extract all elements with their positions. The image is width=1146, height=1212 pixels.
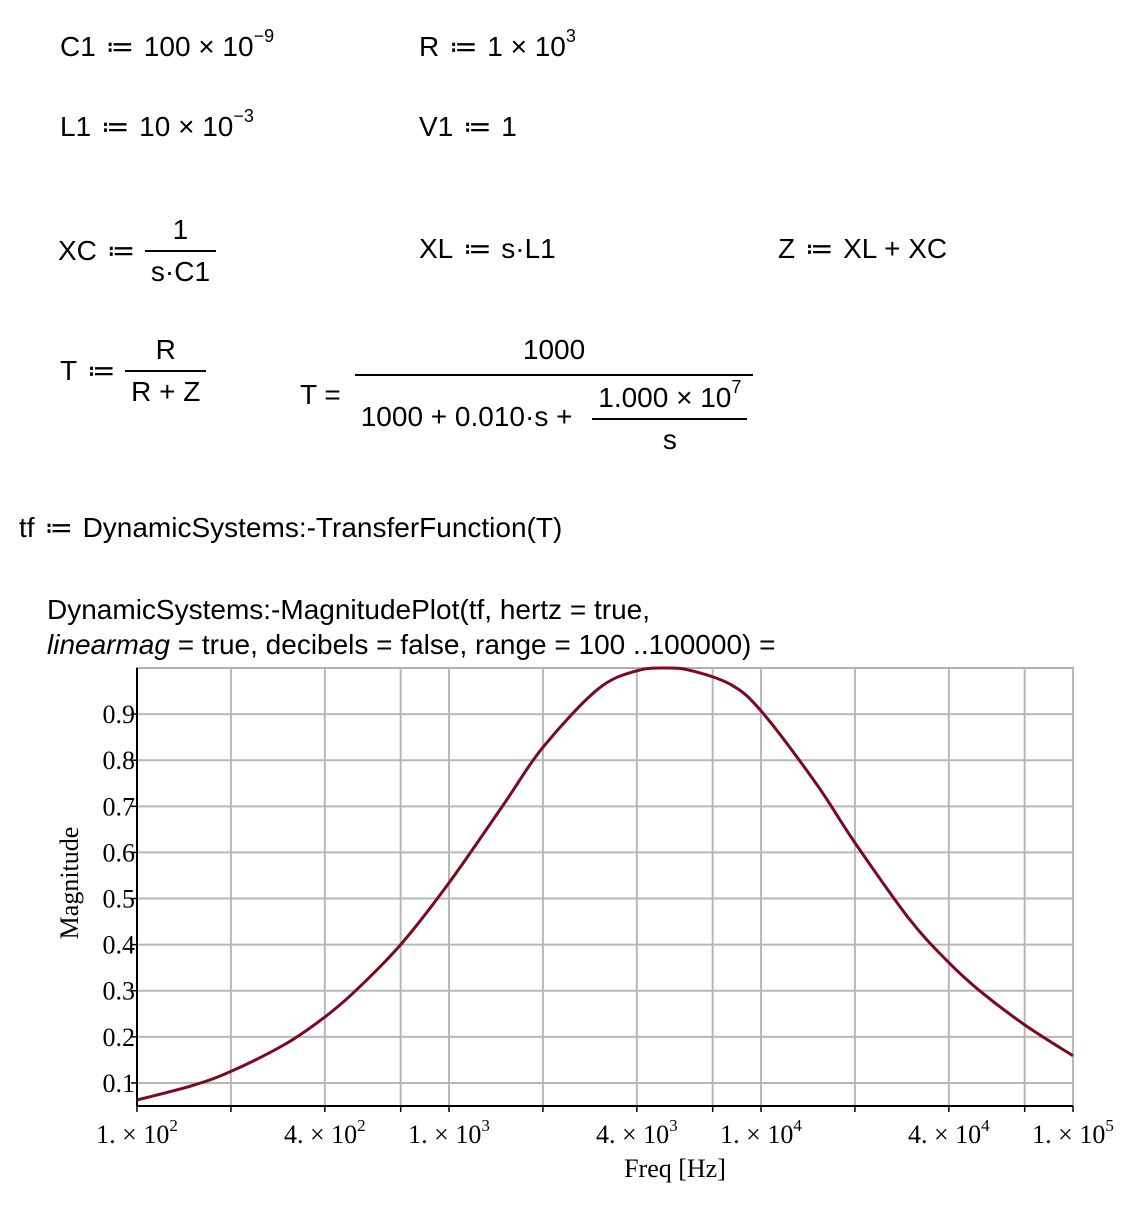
y-tick-label: 0.9 <box>102 700 135 730</box>
x-tick-label: 4. × $10^2$ <box>284 1116 366 1149</box>
y-tick-label: 0.7 <box>102 792 135 822</box>
v1-name: V1 <box>419 111 454 142</box>
assign-operator: ≔ <box>101 111 130 142</box>
plot-labels <box>55 700 1114 1183</box>
assign-operator: ≔ <box>87 355 116 386</box>
r-exponent: 3 <box>565 26 576 46</box>
y-tick-label: 0.2 <box>102 1022 135 1052</box>
z-name: Z <box>778 233 796 264</box>
t-result-lhs: T = <box>300 379 341 410</box>
y-tick-label: 0.4 <box>102 930 135 960</box>
x-tick-label: 1. × $10^3$ <box>408 1116 490 1149</box>
c1-exponent: −9 <box>253 26 275 46</box>
magnitude-curve <box>137 668 1073 1100</box>
inner-numerator-mantissa: 1.000 × 10 <box>598 382 732 413</box>
y-tick-label: 0.8 <box>102 746 135 776</box>
l1-name: L1 <box>60 111 92 142</box>
assign-operator: ≔ <box>44 512 73 543</box>
xl-expression: s·L1 <box>501 233 556 264</box>
fraction-denominator: R + Z <box>131 376 201 407</box>
plot-frame <box>137 668 1073 1106</box>
plot-command-option: linearmag <box>47 629 170 660</box>
fraction-numerator: 1 <box>145 216 216 252</box>
plot-grid <box>137 668 1073 1106</box>
y-tick-label: 0.1 <box>102 1068 135 1098</box>
xc-name: XC <box>58 235 97 266</box>
l1-exponent: −3 <box>233 106 254 126</box>
r-value: 1 × 10 <box>487 31 566 62</box>
x-tick-label: 1. × $10^5$ <box>1032 1116 1114 1149</box>
fraction-numerator: 1000 <box>355 336 754 376</box>
plot-command-text: DynamicSystems:-MagnitudePlot(tf, hertz = true, <box>47 594 650 625</box>
r-name: R <box>419 31 440 62</box>
y-tick-label: 0.5 <box>102 884 135 914</box>
y-axis-title: Magnitude <box>55 826 84 940</box>
assign-operator: ≔ <box>449 31 478 62</box>
x-tick-label: 1. × $10^4$ <box>720 1116 802 1149</box>
plot-axes <box>131 668 1073 1112</box>
assign-operator: ≔ <box>105 31 134 62</box>
tf-name: tf <box>19 512 35 543</box>
xl-name: XL <box>419 233 454 264</box>
x-tick-label: 4. × $10^4$ <box>908 1116 990 1149</box>
y-tick-label: 0.6 <box>102 838 135 868</box>
x-tick-label: 1. × $10^2$ <box>96 1116 178 1149</box>
fraction-denominator: s·C1 <box>150 256 211 287</box>
assign-operator: ≔ <box>463 233 492 264</box>
x-tick-label: 4. × $10^3$ <box>596 1116 678 1149</box>
fraction-numerator: R <box>125 336 206 372</box>
c1-name: C1 <box>60 31 96 62</box>
plot-curves <box>137 668 1073 1100</box>
inner-numerator-exponent: 7 <box>731 377 742 397</box>
y-tick-label: 0.3 <box>102 976 135 1006</box>
inner-denominator: s <box>662 424 677 455</box>
l1-value: 10 × 10 <box>139 111 234 142</box>
z-expression: XL + XC <box>843 233 948 264</box>
assign-operator: ≔ <box>463 111 492 142</box>
v1-value: 1 <box>501 111 517 142</box>
tf-expression: DynamicSystems:-TransferFunction(T) <box>82 512 563 543</box>
t-name: T <box>60 355 78 386</box>
x-axis-title: Freq [Hz] <box>624 1154 726 1183</box>
denominator-prefix: 1000 + 0.010·s + <box>360 401 573 433</box>
assign-operator: ≔ <box>805 233 834 264</box>
c1-value: 100 × 10 <box>143 31 254 62</box>
plot-command-text: = true, decibels = false, range = 100 ..100000) = <box>169 629 776 660</box>
assign-operator: ≔ <box>106 235 135 266</box>
